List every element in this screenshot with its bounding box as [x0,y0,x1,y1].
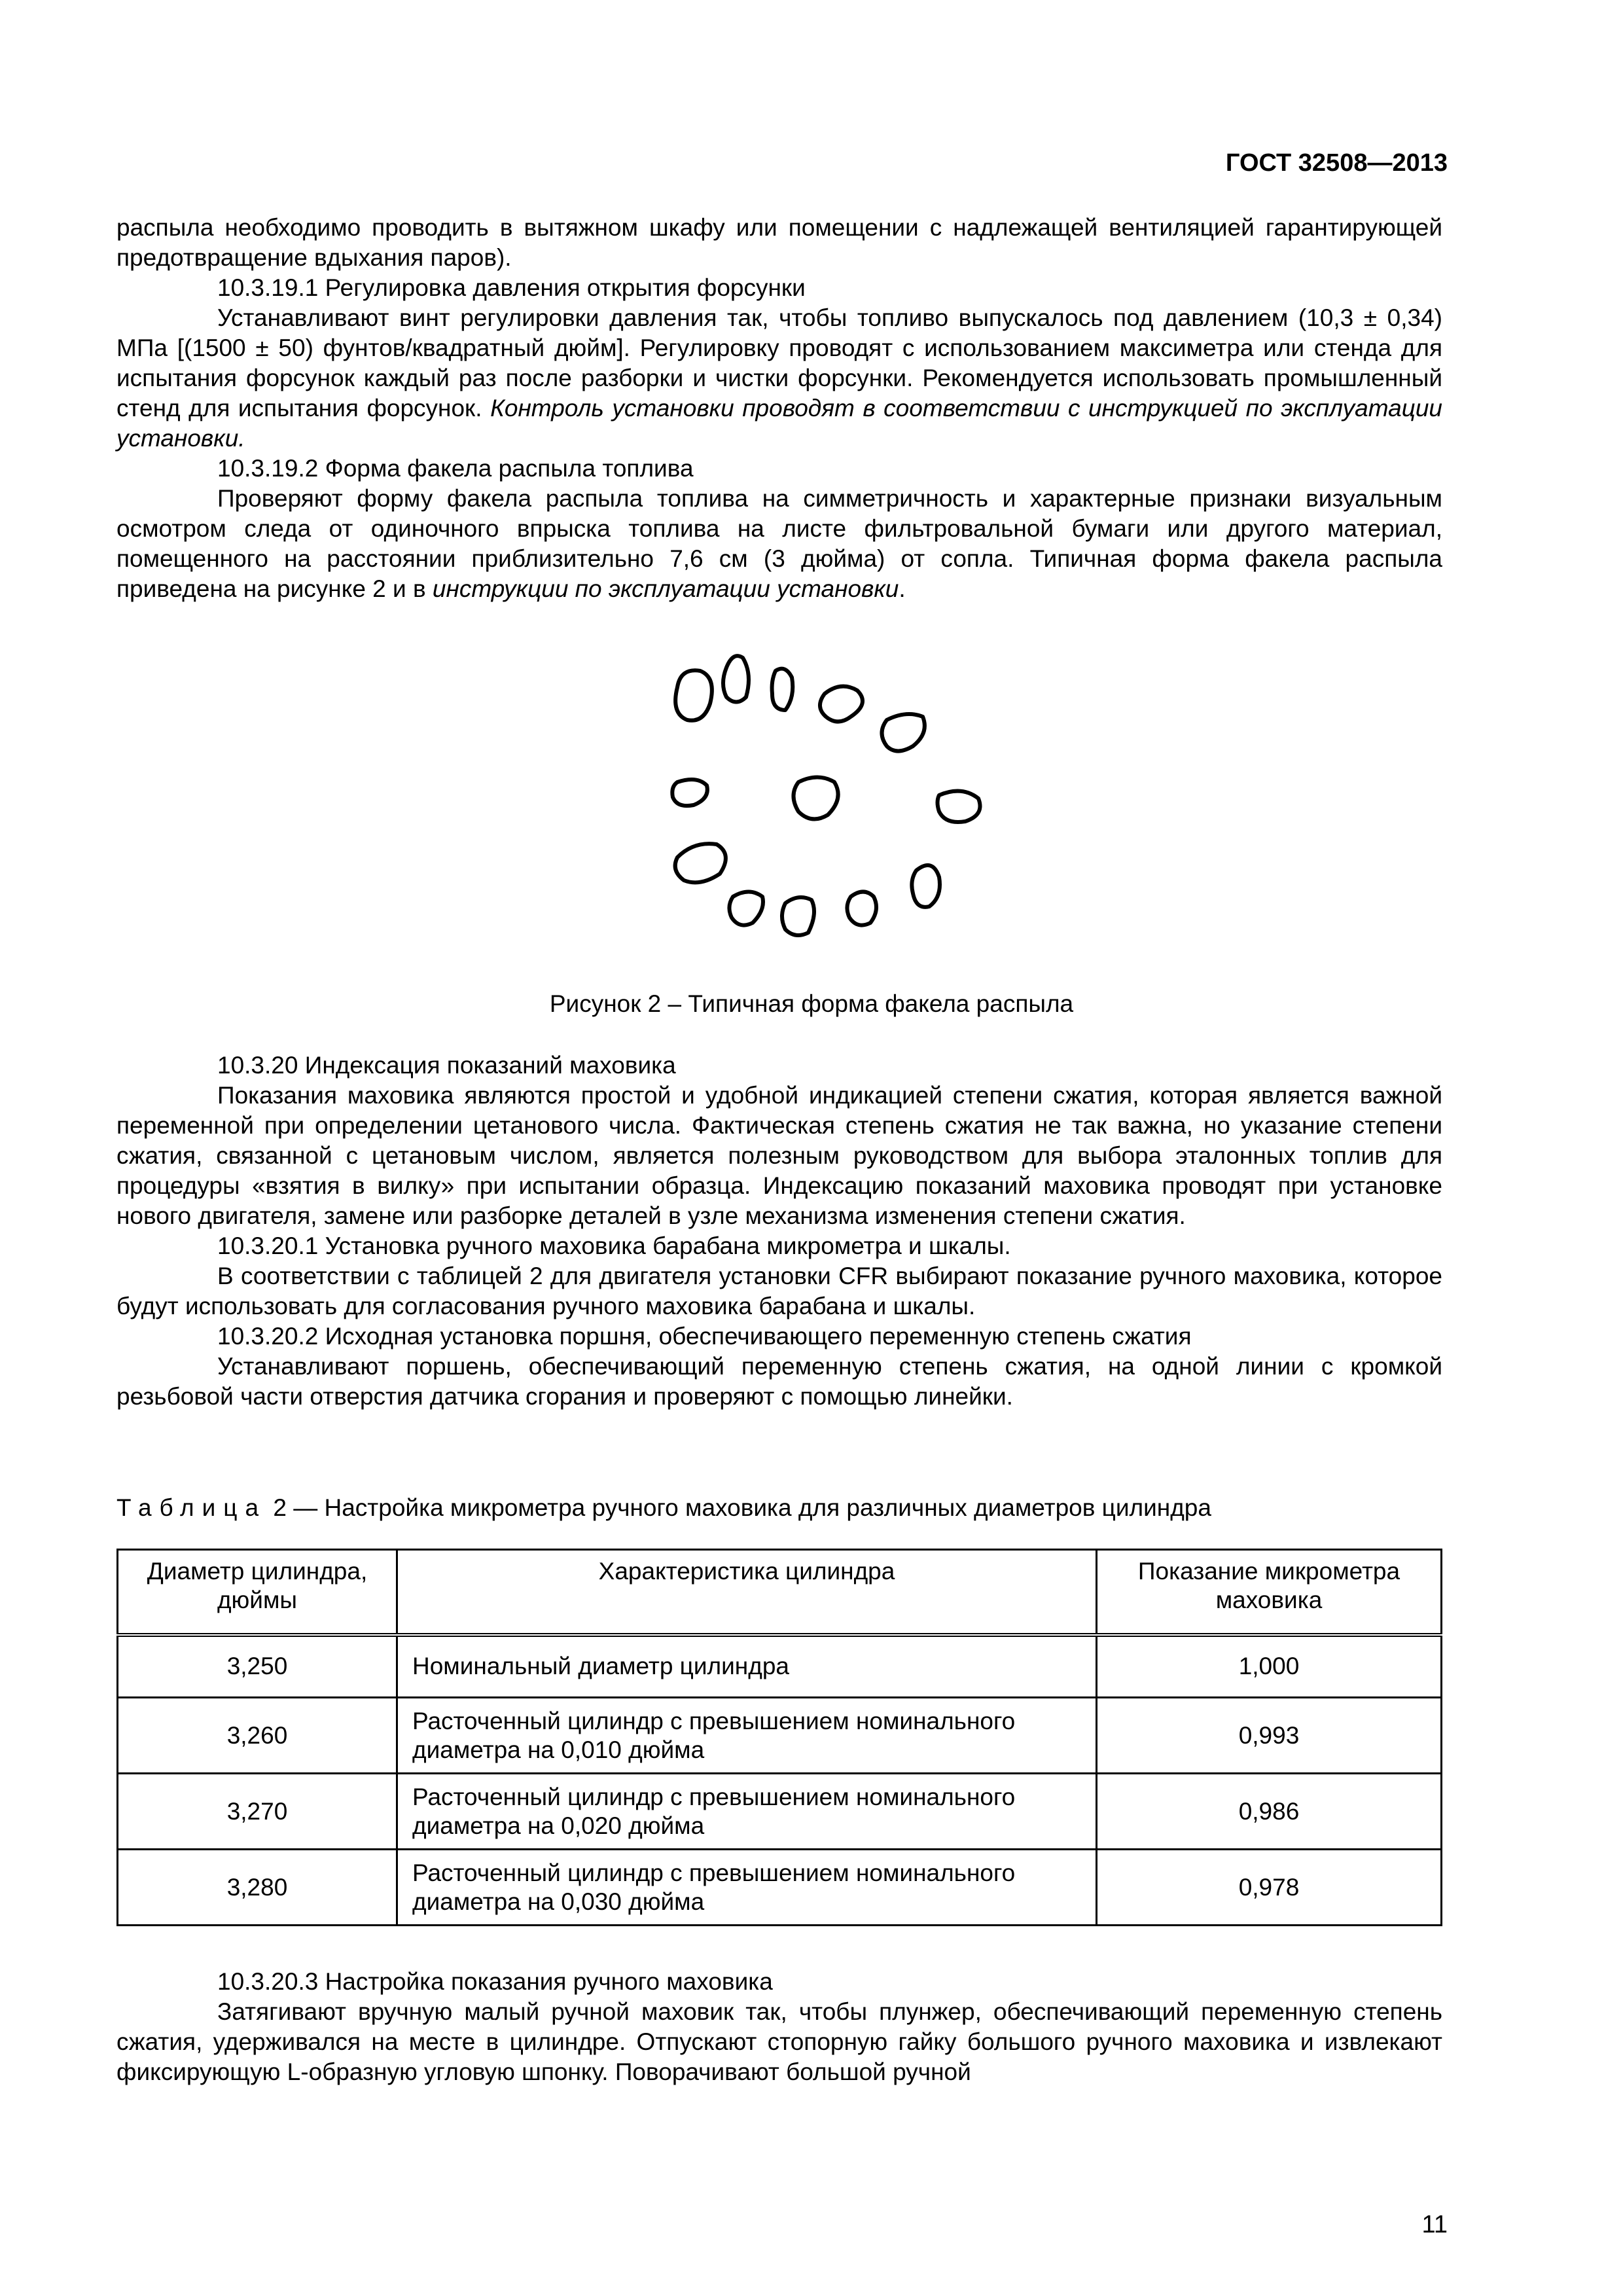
cell-reading: 1,000 [1097,1635,1442,1698]
cell-diameter: 3,270 [118,1774,397,1850]
header-cell: Диаметр цилиндра, дюймы [118,1550,397,1635]
section-heading: 10.3.20.2 Исходная установка поршня, обеспечивающего переменную степень сжатия [217,1323,1192,1350]
paragraph: Показания маховика являются простой и удобной индикацией степени сжатия, которая является важной переменной при определении цетанового числа. Фактическая степень сжатия не так важна, но указание степени сжатия, связанной с цетановым числом, является полезным руководством для выбора эталонных топлив для процедуры «взятия в вилку» при испытании образца. Индексацию показаний маховика проводят при установке нового двигателя, замене или разборке деталей в узле механизма изменения степени сжатия. [116,1082,1442,1229]
spray-blob [723,656,749,702]
section-heading: 10.3.19.1 Регулировка давления открытия форсунки [217,274,806,301]
section-a [116,213,1442,604]
section-c [116,1967,1442,2087]
spray-blob [672,780,707,806]
section-heading: 10.3.20 Индексация показаний маховика [217,1052,676,1079]
table-row [118,1850,1442,1926]
section-heading: 10.3.20.3 Настройка показания ручного маховика [217,1968,773,1995]
paragraph: Затягивают вручную малый ручной маховик так, чтобы плунжер, обеспечивающий переменную степень сжатия, удерживался на месте в цилиндре. Отпускают стопорную гайку большого ручного маховика и извлекают фиксирующую L-образную угловую шпонку. Поворачивают большой ручной [116,1998,1442,2085]
page-number: 11 [1421,2211,1448,2238]
cell-reading: 0,993 [1097,1698,1442,1774]
header-cell: Показание микрометра маховика [1097,1550,1442,1635]
cell-diameter: 3,260 [118,1698,397,1774]
spray-blob [847,892,876,925]
spray-blob [882,714,925,751]
paragraph: В соответствии с таблицей 2 для двигателя установки CFR выбирают показание ручного маховика, которое будут использовать для согласования ручного маховика барабана и шкалы. [116,1263,1442,1319]
header-cell: Характеристика цилиндра [397,1550,1097,1635]
spray-pattern-figure [654,648,1008,962]
cell-diameter: 3,250 [118,1635,397,1698]
spray-blob [912,865,940,907]
cell-diameter: 3,280 [118,1850,397,1926]
spray-blob [820,687,863,722]
spray-blob [729,892,763,925]
table-row [118,1635,1442,1698]
spray-blob [675,670,712,720]
section-heading: 10.3.19.2 Форма факела распыла топлива [217,455,694,482]
cell-reading: 0,978 [1097,1850,1442,1926]
cell-characteristic: Расточенный цилиндр с превышением номинального диаметра на 0,020 дюйма [397,1774,1097,1850]
spray-blob [772,669,793,710]
paragraph: Устанавливают винт регулировки давления так, чтобы топливо выпускалось под давлением (10,3 ± 0,34) МПа [(1500 ± 50) фунтов/квадратный дюйм]. Регулировку проводят с использованием максиметра или стенда для испытания форсунок каждый раз после разборки и чистки форсунки. Рекомендуется использовать промышленный стенд для испытания форсунок. Контроль установки проводят в соответствии с инструкцией по эксплуатации установки. [116,304,1443,452]
section-heading: 10.3.20.1 Установка ручного маховика барабана микрометра и шкалы. [217,1232,1011,1259]
table-row [118,1698,1442,1774]
paragraph: распыла необходимо проводить в вытяжном шкафу или помещении с надлежащей вентиляцией гарантирующей предотвращение вдыхания паров). [116,214,1442,271]
table-header-row [118,1550,1442,1635]
spray-blob [675,844,726,882]
spray-blob [794,778,838,819]
paragraph: Проверяют форму факела распыла топлива на симметричность и характерные признаки визуальным осмотром следа от одиночного впрыска топлива на листе фильтровальной бумаги или другого материал, помещенного на расстоянии приблизительно 7,6 см (3 дюйма) от сопла. Типичная форма факела распыла приведена на рисунке 2 и в инструкции по эксплуатации установки. [116,485,1442,602]
section-b [116,1050,1442,1412]
table-caption: Таблица 2 — Настройка микрометра ручного маховика для различных диаметров цилиндра [116,1494,1211,1521]
micrometer-table [116,1549,1442,1926]
cell-characteristic: Номинальный диаметр цилиндра [397,1635,1097,1698]
paragraph: Устанавливают поршень, обеспечивающий переменную степень сжатия, на одной линии с кромкой резьбовой части отверстия датчика сгорания и проверяют с помощью линейки. [116,1353,1442,1410]
table-row [118,1774,1442,1850]
cell-characteristic: Расточенный цилиндр с превышением номинального диаметра на 0,030 дюйма [397,1850,1097,1926]
spray-blob [938,791,980,822]
standard-number: ГОСТ 32508—2013 [1225,149,1448,177]
cell-reading: 0,986 [1097,1774,1442,1850]
cell-characteristic: Расточенный цилиндр с превышением номинального диаметра на 0,010 дюйма [397,1698,1097,1774]
spray-blob [782,897,814,935]
figure-caption: Рисунок 2 – Типичная форма факела распыла [549,990,1074,1017]
